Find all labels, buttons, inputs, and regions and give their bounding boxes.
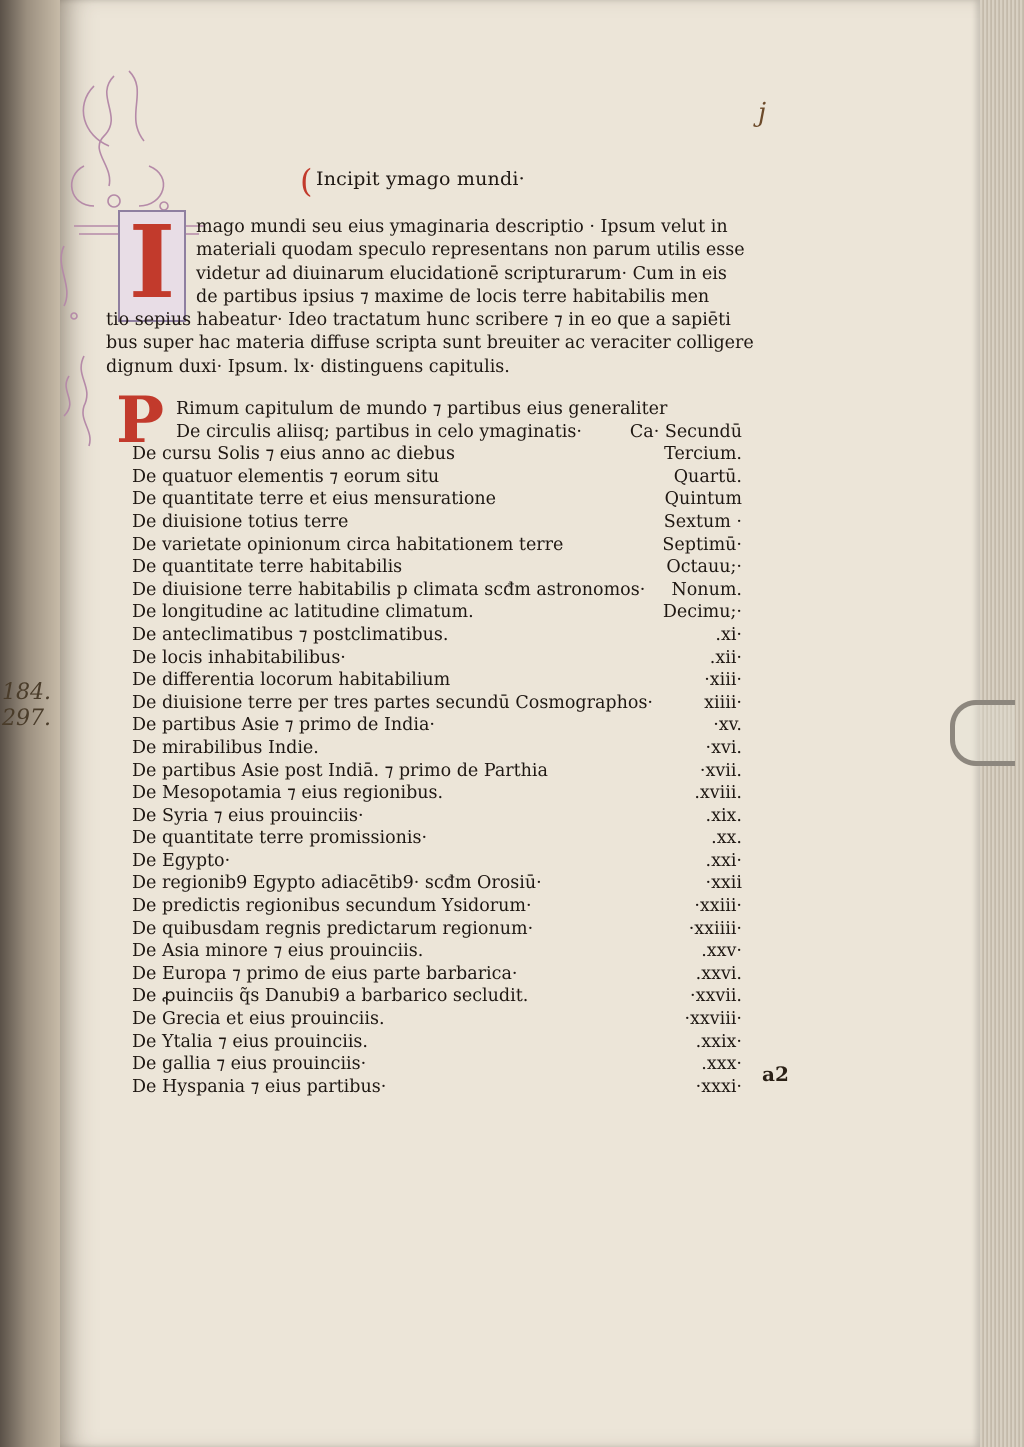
list-item <box>132 1031 752 1054</box>
list-item <box>132 556 752 579</box>
chapter-title: De diuisione totius terre <box>132 511 349 532</box>
chapter-number: ·xxii <box>705 873 742 894</box>
list-item <box>132 1053 752 1076</box>
rubricated-initial-P: P <box>116 383 165 458</box>
list-item <box>132 466 752 489</box>
list-item <box>132 827 752 850</box>
list-item <box>132 534 752 557</box>
chapter-number: .xxi· <box>705 850 742 871</box>
facing-page-edge <box>0 0 60 1447</box>
chapter-title: De Asia minore ⁊ eius prouinciis. <box>132 941 424 962</box>
chapter-title: De anteclimatibus ⁊ postclimatibus. <box>132 624 449 645</box>
list-item <box>132 918 752 941</box>
chapter-title: De ꝓuinciis q̃s Danubi9 a barbarico secludit. <box>132 986 529 1007</box>
chapter-title: De differentia locorum habitabilium <box>132 670 451 691</box>
incipit-title: Incipit ymago mundi· <box>316 168 525 190</box>
chapter-number: ·xxiiii· <box>688 918 742 939</box>
chapter-title: De Grecia et eius prouinciis. <box>132 1009 385 1030</box>
list-item <box>132 940 752 963</box>
chapter-number: ·xxviii· <box>684 1009 742 1030</box>
list-item <box>132 669 752 692</box>
chapter-title: De diuisione terre per tres partes secundū Cosmographos· <box>132 692 653 713</box>
chapter-title: De longitudine ac latitudine climatum. <box>132 602 474 623</box>
chapter-number: Nonum. <box>671 579 742 600</box>
chapter-number: .xxx· <box>701 1054 742 1075</box>
chapter-number: Octauu;· <box>666 557 742 578</box>
list-item <box>132 624 752 647</box>
chapter-title: De Mesopotamia ⁊ eius regionibus. <box>132 783 444 804</box>
list-item <box>132 692 752 715</box>
chapter-title: De quibusdam regnis predictarum regionum· <box>132 918 534 939</box>
chapter-title: De quatuor elementis ⁊ eorum situ <box>132 466 440 487</box>
chapter-number: ·xxxi· <box>695 1076 742 1097</box>
list-item <box>132 850 752 873</box>
chapter-title: De predictis regionibus secundum Ysidorum· <box>132 896 532 917</box>
chapter-number: Septimū· <box>662 534 742 555</box>
intro-line: de partibus ipsius ⁊ maxime de locis terre habitabilis men <box>196 286 710 307</box>
chapter-number: Ca· Secundū <box>629 421 742 442</box>
list-item <box>132 421 752 444</box>
chapter-title: De mirabilibus Indie. <box>132 737 319 758</box>
chapter-title: De Ytalia ⁊ eius prouinciis. <box>132 1031 368 1052</box>
chapter-title: De diuisione terre habitabilis p climata scđm astronomos· <box>132 579 646 600</box>
chapter-title: De cursu Solis ⁊ eius anno ac diebus <box>132 444 455 465</box>
list-item <box>132 1076 752 1099</box>
chapter-number: ·xxvii. <box>690 986 742 1007</box>
chapter-number: .xx. <box>711 828 742 849</box>
chapter-title: De quantitate terre et eius mensuratione <box>132 489 496 510</box>
chapter-number: Quintum <box>664 489 742 510</box>
list-item <box>132 714 752 737</box>
chapter-number: .xii· <box>709 647 742 668</box>
chapter-title: Rimum capitulum de mundo ⁊ partibus eius generaliter <box>176 399 668 419</box>
list-item <box>132 895 752 918</box>
chapter-title: De locis inhabitabilibus· <box>132 647 346 668</box>
chapter-title: De varietate opinionum circa habitationem terre <box>132 534 564 555</box>
chapter-title: De gallia ⁊ eius prouinciis· <box>132 1054 367 1075</box>
intro-line: videtur ad diuinarum elucidationē scripturarum· Cum in eis <box>196 263 727 284</box>
chapter-title: De Egypto· <box>132 850 231 871</box>
chapter-title: De quantitate terre habitabilis <box>132 557 403 578</box>
list-item <box>132 398 752 421</box>
chapter-title: De regionib9 Egypto adiacētib9· scđm Orosiū· <box>132 873 542 894</box>
chapter-number: .xix. <box>705 805 742 826</box>
chapter-number: ·xvi. <box>705 737 742 758</box>
rubric-mark: ( <box>300 162 313 200</box>
chapter-title: De partibus Asie post Indiā. ⁊ primo de Parthia <box>132 760 548 781</box>
chapter-number: Decimu;· <box>662 602 742 623</box>
chapter-number: ·xiii· <box>704 670 742 691</box>
list-item <box>132 1008 752 1031</box>
list-item <box>132 579 752 602</box>
chapter-number: .xxix· <box>695 1031 742 1052</box>
chapter-title: De Hyspania ⁊ eius partibus· <box>132 1076 387 1097</box>
chapter-title: De circulis aliisq; partibus in celo ymaginatis· <box>176 421 582 442</box>
list-item <box>132 963 752 986</box>
list-item <box>132 782 752 805</box>
list-item <box>132 805 752 828</box>
signature-mark: a2 <box>762 1062 789 1086</box>
chapter-number: ·xvii. <box>699 760 742 781</box>
list-item <box>132 511 752 534</box>
list-item <box>132 601 752 624</box>
intro-paragraph <box>106 216 754 379</box>
list-item <box>132 488 752 511</box>
marginal-note: 184. 297. <box>2 680 51 731</box>
list-item <box>132 647 752 670</box>
chapter-number: Sextum · <box>663 511 742 532</box>
chapter-number: xiiii· <box>704 692 742 713</box>
chapter-list <box>132 398 752 1098</box>
intro-line: materiali quodam speculo representans non parum utilis esse <box>196 240 745 261</box>
intro-line: dignum duxi· Ipsum. lx· distinguens capitulis. <box>106 356 510 377</box>
chapter-number: ·xv. <box>713 715 742 736</box>
chapter-number: .xviii. <box>694 783 742 804</box>
intro-line: tio sepius habeatur· Ideo tractatum hunc scribere ⁊ in eo que a sapiēti <box>106 310 731 331</box>
chapter-number: .xi· <box>715 624 742 645</box>
folio-number: j <box>758 98 767 128</box>
illuminated-initial-I: I <box>118 210 186 322</box>
intro-line: mago mundi seu eius ymaginaria descriptio · Ipsum velut in <box>196 217 728 237</box>
list-item <box>132 985 752 1008</box>
intro-line: bus super hac materia diffuse scripta sunt breuiter ac veraciter colligere <box>106 333 754 354</box>
list-item <box>132 737 752 760</box>
chapter-number: .xxvi. <box>695 963 742 984</box>
chapter-title: De Syria ⁊ eius prouinciis· <box>132 805 364 826</box>
list-item <box>132 760 752 783</box>
chapter-title: De partibus Asie ⁊ primo de India· <box>132 715 435 736</box>
chapter-number: .xxv· <box>701 941 742 962</box>
chapter-title: De quantitate terre promissionis· <box>132 828 428 849</box>
list-item <box>132 443 752 466</box>
page-clip-icon <box>950 700 1015 766</box>
chapter-number: Tercium. <box>664 444 742 465</box>
chapter-number: Quartū. <box>673 466 742 487</box>
chapter-number: ·xxiii· <box>694 896 742 917</box>
chapter-title: De Europa ⁊ primo de eius parte barbarica· <box>132 963 518 984</box>
list-item <box>132 872 752 895</box>
